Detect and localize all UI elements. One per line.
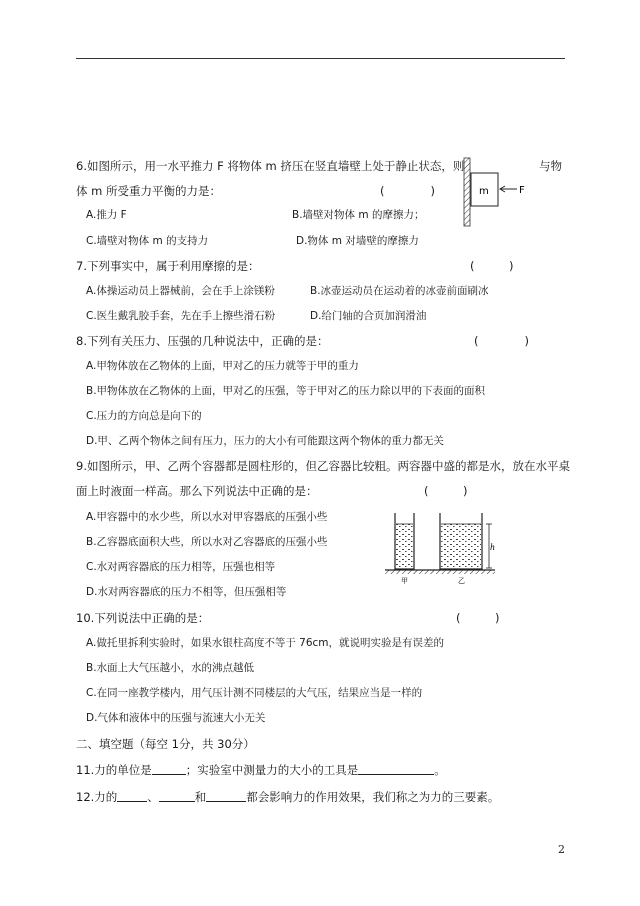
wall-hatch [464, 158, 470, 226]
q8-option-c: C.压力的方向总是向下的 [86, 410, 202, 422]
q7-answer-paren: ( ) [470, 259, 514, 273]
q9-stem-line2: 面上时液面一样高。那么下列说法中正确的是： [76, 484, 318, 498]
q11-part3: 。 [434, 763, 446, 777]
q9-option-a: A.甲容器中的水少些，所以水对甲容器底的压强小些 [86, 511, 328, 523]
q10-option-a: A.做托里拆利实验时，如果水银柱高度不等于 76cm，就说明实验是有误差的 [86, 637, 445, 649]
q9-option-c: C.水对两容器底的压力相等，压强也相等 [86, 561, 276, 573]
q9-answer-paren: ( ) [424, 484, 468, 498]
q7-stem: 7.下列事实中，属于利用摩擦的是： [76, 259, 260, 273]
q12-part3: 和 [194, 790, 207, 804]
q11-blank-1[interactable] [152, 763, 186, 775]
q8-answer-paren: ( ) [474, 334, 529, 348]
q9-stem-line1: 9.如图所示，甲、乙两个容器都是圆柱形的，但乙容器比较粗。两容器中盛的都是水，放在水平桌 [76, 459, 570, 473]
q6-stem-line1: 6.如图所示，用一水平推力 F 将物体 m 挤压在竖直墙壁上处于静止状态，则 [76, 159, 465, 173]
label-jia: 甲 [401, 577, 408, 584]
q6-stem-line2: 体 m 所受重力平衡的力是： [76, 184, 222, 198]
q12-blank-2[interactable] [159, 790, 195, 802]
force-label: F [519, 185, 525, 196]
q11-part2: ；实验室中测量力的大小的工具是 [185, 763, 359, 777]
q12-blank-3[interactable] [206, 790, 246, 802]
q6-option-a: A.推力 F [86, 209, 127, 221]
q10-option-b: B.水面上大气压越小，水的沸点越低 [86, 662, 255, 674]
q6-wall-block-figure [455, 155, 535, 230]
q8-stem: 8.下列有关压力、压强的几种说法中，正确的是： [76, 334, 329, 348]
q10-answer-paren: ( ) [456, 611, 500, 625]
q9-containers-figure [383, 508, 503, 584]
q8-option-d: D.甲、乙两个物体之间有压力，压力的大小有可能跟这两个物体的重力都无关 [86, 435, 444, 447]
container-yi-water [441, 524, 481, 568]
q12-line [76, 790, 499, 804]
q10-stem: 10.下列说法中正确的是： [76, 611, 210, 625]
q7-option-c: C.医生戴乳胶手套，先在手上擦些滑石粉 [86, 310, 276, 322]
q8-option-b: B.甲物体放在乙物体的上面，甲对乙的压强，等于甲对乙的压力除以甲的下表面的面积 [86, 385, 486, 397]
q7-option-a: A.体操运动员上器械前，会在手上涂镁粉 [86, 285, 275, 297]
q7-option-b: B.冰壶运动员在运动着的冰壶前面刷冰 [310, 285, 489, 297]
block-label: m [479, 186, 489, 197]
q12-part4: 都会影响力的作用效果，我们称之为力的三要素。 [246, 790, 500, 804]
q6-option-d: D.物体 m 对墙壁的摩擦力 [296, 235, 419, 247]
q11-line [76, 763, 446, 777]
q6-option-b: B.墙壁对物体 m 的摩擦力； [292, 209, 425, 221]
q10-option-d: D.气体和液体中的压强与流速大小无关 [86, 712, 266, 724]
q6-option-c: C.墙壁对物体 m 的支持力 [86, 235, 209, 247]
q7-option-d: D.给门轴的合页加润滑油 [310, 310, 427, 322]
q6-stem-tail: 与物 [539, 159, 562, 173]
q11-blank-2[interactable] [358, 763, 434, 775]
container-jia-water [396, 524, 413, 568]
height-label: h [490, 543, 496, 552]
q6-answer-paren: ( ) [380, 184, 435, 198]
section2-title: 二、填空题（每空 1分，共 30分） [76, 737, 255, 751]
q9-option-b: B.乙容器底面积大些，所以水对乙容器底的压强小些 [86, 536, 328, 548]
q11-part1: 11.力的单位是 [76, 763, 152, 777]
q12-blank-1[interactable] [117, 790, 147, 802]
q10-option-c: C.在同一座教学楼内，用气压计测不同楼层的大气压，结果应当是一样的 [86, 687, 423, 699]
label-yi: 乙 [458, 577, 465, 584]
q12-part1: 12.力的 [76, 790, 118, 804]
q12-part2: 、 [147, 790, 159, 804]
q9-option-d: D.水对两容器底的压力不相等，但压强相等 [86, 586, 287, 598]
page-number: 2 [558, 843, 565, 856]
q8-option-a: A.甲物体放在乙物体的上面，甲对乙的压力就等于甲的重力 [86, 360, 359, 372]
header-rule [76, 58, 565, 59]
